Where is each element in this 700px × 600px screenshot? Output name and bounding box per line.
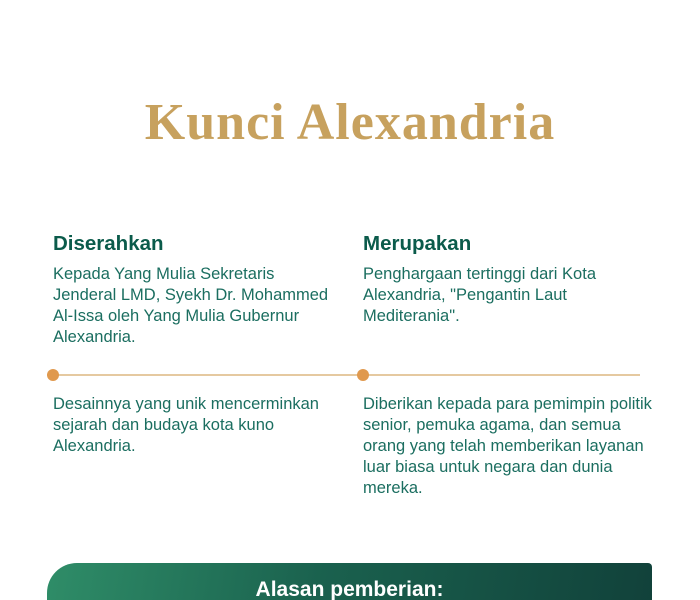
divider-dot-left: [47, 369, 59, 381]
section-desain-body: Desainnya yang unik mencerminkan sejarah dan budaya kota kuno Alexandria.: [53, 395, 319, 455]
page-title: Kunci Alexandria: [144, 94, 556, 151]
section-diserahkan-heading: Diserahkan: [53, 232, 164, 255]
section-diserahkan: [53, 233, 331, 348]
reason-banner-label: Alasan pemberian:: [255, 578, 444, 600]
section-merupakan-body: Penghargaan tertinggi dari Kota Alexandria, "Pengantin Laut Mediterania".: [363, 265, 596, 325]
divider-dot-right: [357, 369, 369, 381]
section-merupakan: [363, 233, 659, 327]
section-merupakan-heading: Merupakan: [363, 232, 472, 255]
section-desain: [53, 394, 341, 457]
section-diberikan-body: Diberikan kepada para pemimpin politik senior, pemuka agama, dan semua orang yang telah memberikan layanan luar biasa untuk negara dan dunia mereka.: [363, 395, 652, 497]
reason-banner: [47, 563, 652, 600]
section-diberikan: [363, 394, 663, 499]
section-diserahkan-body: Kepada Yang Mulia Sekretaris Jenderal LMD, Syekh Dr. Mohammed Al-Issa oleh Yang Mulia Gubernur Alexandria.: [53, 265, 329, 346]
divider-line: [47, 374, 640, 376]
